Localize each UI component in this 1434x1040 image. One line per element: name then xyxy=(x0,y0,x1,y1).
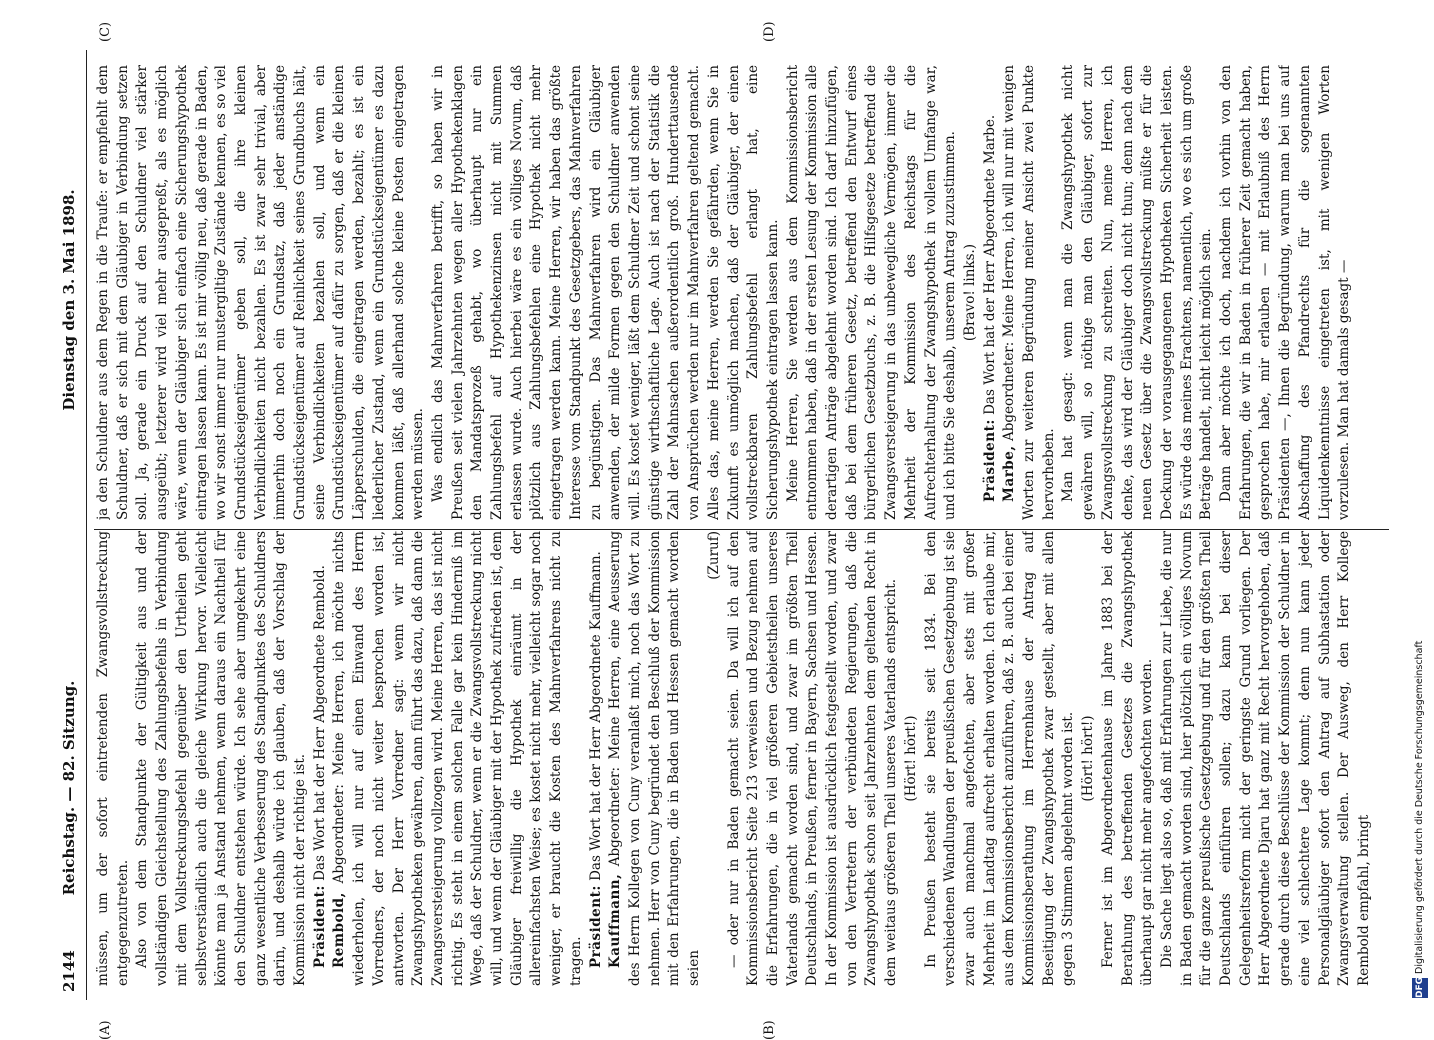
paragraph-text: Das Wort hat der Herr Abgeordnete Rembold. xyxy=(311,565,328,881)
margin-mark-b: (B) xyxy=(762,1020,777,1040)
paragraph-text: Das Wort hat der Herr Abgeordnete Kauffmann. xyxy=(587,551,604,881)
speaker-name: Kauffmann, xyxy=(607,873,624,968)
page-header xyxy=(50,50,86,1000)
speaker-paragraph xyxy=(311,531,331,986)
paragraph-text: Abgeordneter: Meine Herren, eine Aeusserung des Herrn Kollegen von Cuny veranlaßt mich, noch das Wort zu nehmen. Herr von Cuny begründet den Beschluß der Kommission mit den Erfahrungen, die in Baden und Hessen gemacht worden seien xyxy=(607,531,703,986)
speaker-name: Rembold, xyxy=(331,892,348,968)
margin-mark-c: (C) xyxy=(98,21,113,42)
paragraph: Was endlich das Mahnverfahren betrifft, so haben wir in Preußen seit vielen Jahrzehnten wegen aller Hypothekenklagen den Mandatsprozeß gehabt, wo überhaupt nur ein Zahlungsbefehl auf Hypothekenzinsen nicht mit Summen erlassen wurde. Auch hierbei wäre es ein völliges Novum, daß plötzlich aus Zahlungsbefehlen eine Hypothek nicht mehr eingetragen werden kann. Meine Herren, wir haben das größte Interesse vom Standpunkt des Gesetzgebers, das Mahnverfahren zu begünstigen. Das Mahnverfahren wird ein Gläubiger anwenden, der milde Formen gegen den Schuldner anwenden will. Es kostet weniger, läßt dem Schuldner Zeit und schont seine günstige wirthschaftliche Lage. Auch ist nach der Statistik die Zahl der Mahnsachen außerordentlich groß. Hunderttausende von Ansprüchen werden nur im Mahnverfahren geltend gemacht. Alles das, meine Herren, werden Sie gefährden, wenn Sie in Zukunft es unmöglich machen, daß der Gläubiger, der einen vollstreckbaren Zahlungsbefehl erlangt hat, eine Sicherungshypothek eintragen lassen kann. xyxy=(429,65,781,520)
speaker-name: Präsident: xyxy=(587,885,604,968)
paragraph: Also von dem Standpunkte der Gültigkeit aus und der vollständigen Gleichstellung des Zahlungsbefehls in Verbindung mit dem Vollstreckungsbefehl gegenüber den Urtheilen geht selbstverständlich auch die gleiche Wirkung hervor. Vielleicht könnte man ja Anstand nehmen, wenn daraus ein Nachtheil für den Schuldner entstehen würde. Ich sehe aber umgekehrt eine ganz wesentliche Verbesserung des Standpunktes des Schuldners darin, und deshalb würde ich glauben, daß der Vorschlag der Kommission nicht der richtige ist. xyxy=(134,531,309,986)
dfg-logo: DFG xyxy=(1412,978,1428,998)
header-rule xyxy=(86,50,87,1000)
speaker-name: Marbe, xyxy=(1001,445,1018,502)
credit-text: Digitalisierung gefördert durch die Deutsche Forschungsgemeinschaft xyxy=(1414,640,1425,974)
left-running-title: Reichstag. — 82. Sitzung. xyxy=(60,680,78,896)
interjection: (Zuruf) xyxy=(705,531,722,580)
rotated-document-page xyxy=(50,21,1400,1040)
paragraph: In Preußen besteht sie bereits seit 1834. Bei den verschiedenen Wandlungen der preußischen Gesetzgebung ist sie zwar auch manchmal angefochten, aber stets mit großer Mehrheit im Landtag aufrecht erhalten worden. Ich erlaube mir, aus dem Kommissionsbericht anzuführen, daß z. B. auch bei einer Kommissionsberathung im Herrenhause der Antrag auf Beseitigung der Zwangshypothek zwar gestellt, aber mit allen gegen 3 Stimmen abgelehnt worden ist. xyxy=(922,531,1077,986)
paragraph-text: Das Wort hat der Herr Abgeordnete Marbe. xyxy=(981,114,998,415)
paragraph: ja den Schuldner aus dem Regen in die Traufe: er empfiehlt dem Schuldner, daß er sich mit dem Gläubiger in Verbindung setzen soll. Ja, gerade ein Druck auf den Schuldner viel stärker ausgeübt; letzterer wird viel mehr ausgepreßt, als es möglich wäre, wenn der Gläubiger sich einfach eine Sicherungshypothek eintragen lassen kann. Es ist mir völlig neu, daß gerade in Baden, wo wir sonst immer nur mustergiltige Zustände kennen, es so viel Grundstückseigentümer geben soll, die ihre kleinen Verbindlichkeiten nicht bezahlen. Es ist zwar sehr trivial, aber immerhin doch noch ein Grundsatz, daß jeder anständige Grundstückseigentümer auf Reinlichkeit seines Grundbuchs hält, seine Verbindlichkeiten bezahlen soll, und wenn ein Grundstückseigentümer auf dafür zu sorgen, daß er die kleinen Läpperschulden, die eingetragen werden, bezahlt; es ist ein liederlicher Zustand, wenn ein Grundstückseigentümer es dazu kommen läßt, daß allerhand solche kleine Posten eingetragen werden müssen. xyxy=(95,65,427,520)
interjection: (Hört! hört!) xyxy=(902,715,919,802)
paragraph: Dann aber möchte ich doch, nachdem ich vorhin von den Erfahrungen, die wir in Baden in früherer Zeit gemacht haben, gesprochen habe, mir erlauben — mit Erlaubniß des Herrn Präsidenten —, Ihnen die Begründung, warum man bei uns auf Abschaffung des Pfandrechts für die sogenannten Liquidenkenntnisse eingetreten ist, mit wenigen Worten vorzulesen. Man hat damals gesagt — xyxy=(1218,65,1353,520)
speaker-paragraph xyxy=(587,531,607,986)
paragraph: Die Sache liegt also so, daß mit Erfahrungen zur Liebe, die nur in Baden gemacht worden sind, hier plötzlich ein völliges Novum für die ganze preußische Gesetzgebung und für den größten Theil Deutschlands einführen sollen; dazu kann bei dieser Gelegenheitsreform nicht der geringste Grund vorliegen. Der Herr Abgeordnete Djaru hat ganz mit Recht hervorgehoben, daß gerade durch diese Beschlüsse der Kommission der Schuldner in eine viel schlechtere Lage kommt; denn nun kann jeder Personalgläubiger sofort den Antrag auf Subhastation oder Zwangsverwaltung stellen. Der Ausweg, den Herr Kollege Rembold empfahl, bringt xyxy=(1158,531,1372,986)
page-number: 2144 xyxy=(60,950,78,992)
paragraph: Meine Herren, Sie werden aus dem Kommissionsbericht entnommen haben, daß in der ersten Lesung der Kommission alle derartigen Anträge abgelehnt worden sind. Ich darf hinzufügen, daß bei dem früheren Gesetz, betreffend den Entwurf eines bürgerlichen Gesetzbuchs, z. B. die Hilfsgesetze betreffend die Zwangsversteigerung in das unbewegliche Vermögen, immer die Mehrheit der Kommission des Reichstags für die Aufrechterhaltung der Zwangshypothek in vollem Umfange war, und ich bitte Sie deshalb, unserem Antrag zuzustimmen. xyxy=(784,65,959,520)
speaker-paragraph xyxy=(1000,65,1059,520)
paragraph-text: Abgeordneter: Meine Herren, ich will nur mit wenigen Worten zur weiteren Begründung meiner Ansicht zwei Punkte hervorheben. xyxy=(1001,65,1057,520)
paragraph: — oder nur in Baden gemacht seien. Da will ich auf den Kommissionsbericht Seite 213 verweisen und Bezug nehmen auf die Erfahrungen, die in viel größeren Gebietstheilen unseres Vaterlands gemacht worden sind, und zwar im größten Theil Deutschlands, in Preußen, ferner in Bayern, Sachsen und Hessen. In der Kommission ist ausdrücklich festgestellt worden, und zwar von den Vertretern der verbündeten Regierungen, daß die Zwangshypothek schon seit Jahrzehnten dem geltenden Recht in dem weitaus größeren Theil unseres Vaterlands entspricht. xyxy=(725,531,900,986)
right-running-title: Dienstag den 3. Mai 1898. xyxy=(60,189,78,411)
paragraph: Man hat gesagt: wenn man die Zwangshypothek nicht gewähren will, so nöthige man den Gläubiger, sofort zur Zwangsvollstreckung zu schreiten. Nun, meine Herren, ich denke, das wird der Gläubiger doch nicht thun; denn nach dem neuen Gesetz über die Zwangsvollstreckung müßte er für die Deckung der vorausgegangenen Hypotheken Sicherheit leisten. Es würde das meines Erachtens, namentlich, wo es sich um große Beträge handelt, nicht leicht möglich sein. xyxy=(1060,65,1215,520)
left-text-column xyxy=(94,531,1394,986)
speaker-paragraph xyxy=(981,65,1001,520)
speaker-paragraph xyxy=(330,531,586,986)
paragraph: müssen, um der sofort eintretenden Zwangsvollstreckung entgegenzutreten. xyxy=(95,531,131,986)
margin-mark-d: (D) xyxy=(762,21,777,42)
speaker-name: Präsident: xyxy=(981,419,998,502)
digitization-credit xyxy=(1412,18,1430,998)
speaker-name: Präsident: xyxy=(311,885,328,968)
margin-mark-a: (A) xyxy=(98,1020,113,1040)
speaker-paragraph xyxy=(606,531,705,986)
column-divider xyxy=(94,529,1389,530)
paragraph-text: Abgeordneter: Meine Herren, ich möchte nichts wiederholen, ich will nur auf einen Einwand des Herrn Vorredners, der noch nicht weiter besprochen worden ist, antworten. Der Herr Vorredner sagt: wenn wir nicht Zwangshypotheken gewähren, dann führt das dazu, daß dann die Zwangsversteigerung vollzogen wird. Meine Herren, das ist nicht richtig. Es steht in einem solchen Falle gar kein Hinderniß im Wege, daß der Schuldner, wenn er die Zwangsvollstreckung nicht will, und wenn der Gläubiger mit der Hypothek zufrieden ist, dem Gläubiger freiwillig die Hypothek einräumt in der allereinfachsten Weise; es kostet nicht mehr, vielleicht sogar noch weniger, er braucht die Kosten des Mahnverfahrens nicht zu tragen. xyxy=(331,531,584,986)
interjection: (Bravo! links.) xyxy=(961,243,978,342)
interjection: (Hört! hört!) xyxy=(1080,715,1097,802)
paragraph: Ferner ist im Abgeordnetenhause im Jahre 1883 bei der Berathung des betreffenden Gesetzes die Zwangshypothek überhaupt gar nicht mehr angefochten worden. xyxy=(1099,531,1156,986)
right-text-column xyxy=(94,65,1394,520)
